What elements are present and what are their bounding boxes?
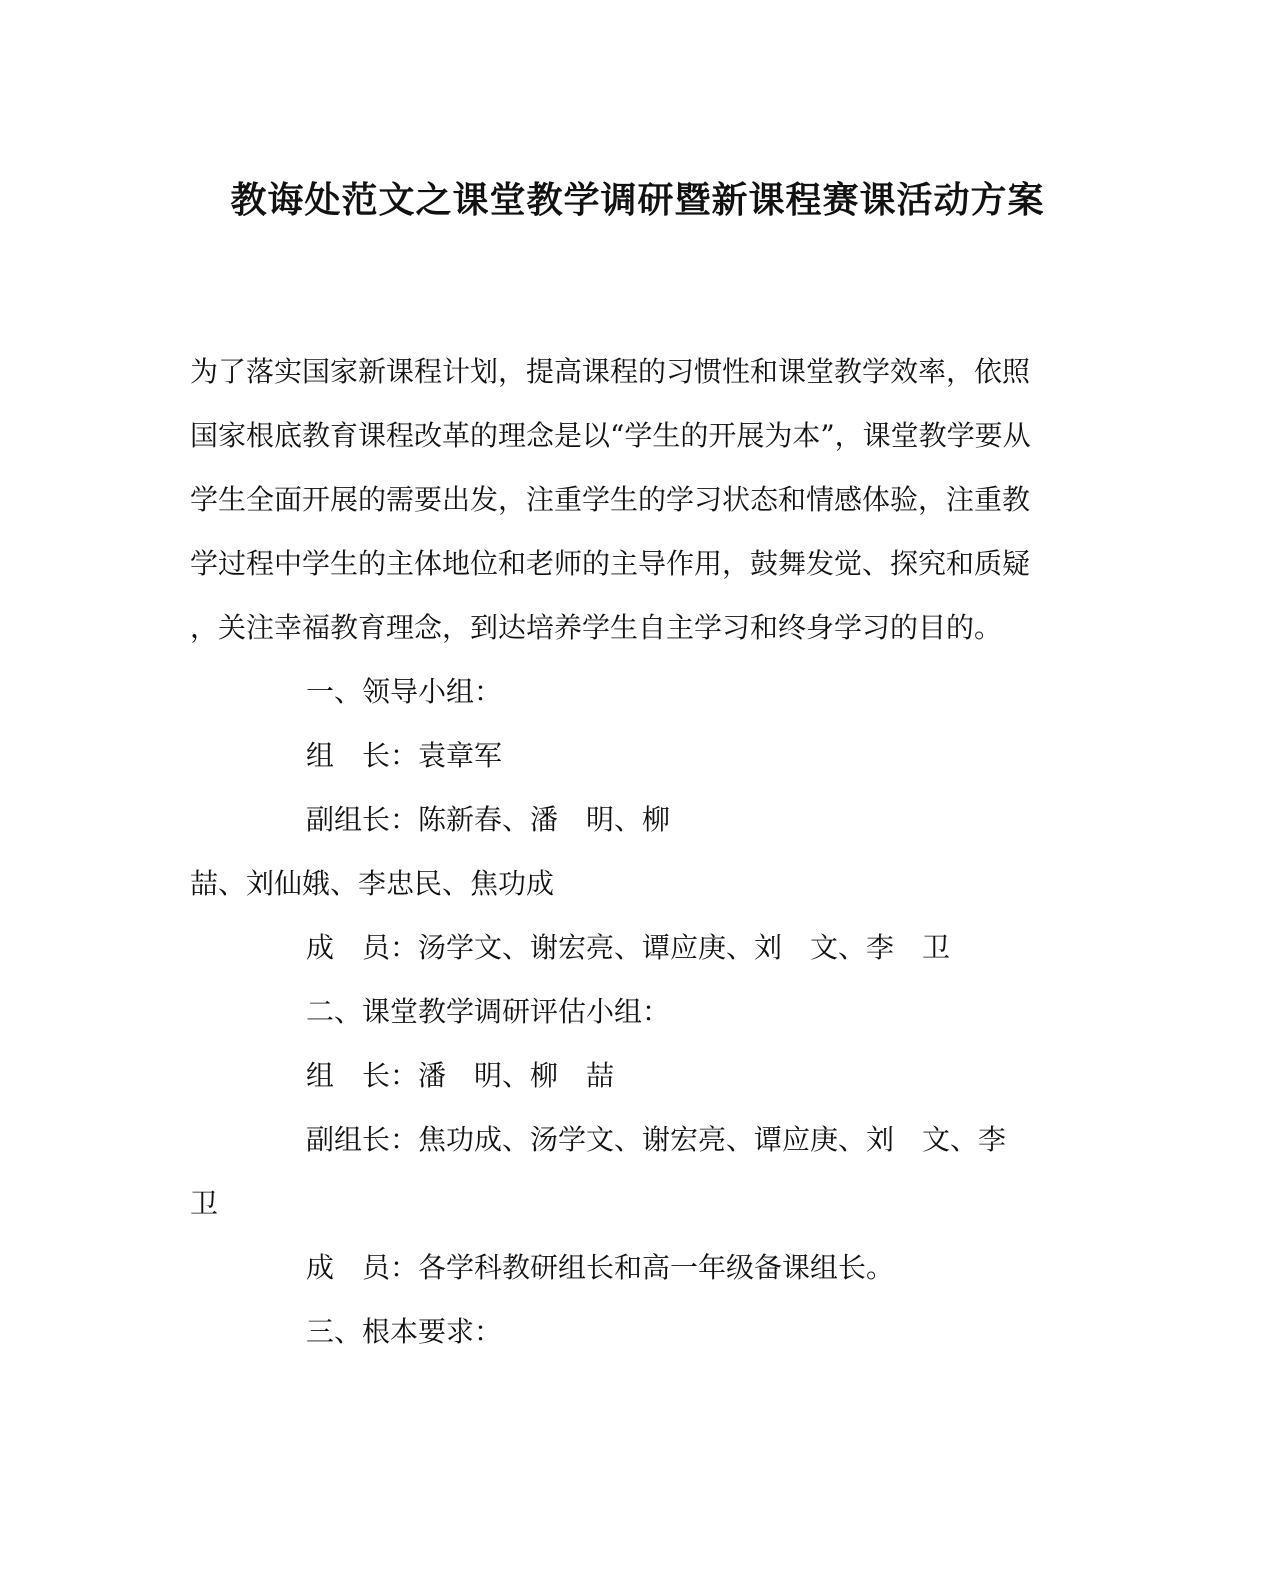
section-heading-evaluation: 二、课堂教学调研评估小组： [306,995,671,1028]
body-line: 组 长：潘 明、柳 喆 [306,1059,615,1092]
section-heading-leadership: 一、领导小组： [306,675,503,708]
body-line: 国家根底教育课程改革的理念是以“学生的开展为本”，课堂教学要从 [190,419,1031,452]
body-line: ，关注幸福教育理念，到达培养学生自主学习和终身学习的目的。 [190,611,1003,644]
document-title: 教诲处范文之课堂教学调研暨新课程赛课活动方案 [230,179,1045,221]
body-line: 副组长：陈新春、潘 明、柳 [306,803,671,836]
body-line: 组 长：袁章军 [306,739,503,772]
body-line: 喆、刘仙娥、李忠民、焦功成 [190,867,555,900]
body-line: 学生全面开展的需要出发，注重学生的学习状态和情感体验，注重教 [190,483,1031,516]
section-heading-requirements: 三、根本要求： [306,1315,503,1348]
body-line: 副组长：焦功成、汤学文、谢宏亮、谭应庚、刘 文、李 [306,1123,1007,1156]
body-line: 成 员：汤学文、谢宏亮、谭应庚、刘 文、李 卫 [306,931,951,964]
body-line: 为了落实国家新课程计划，提高课程的习惯性和课堂教学效率，依照 [190,355,1031,388]
body-line: 卫 [190,1187,219,1220]
body-line: 学过程中学生的主体地位和老师的主导作用，鼓舞发觉、探究和质疑 [190,547,1031,580]
body-line: 成 员：各学科教研组长和高一年级备课组长。 [306,1251,895,1284]
